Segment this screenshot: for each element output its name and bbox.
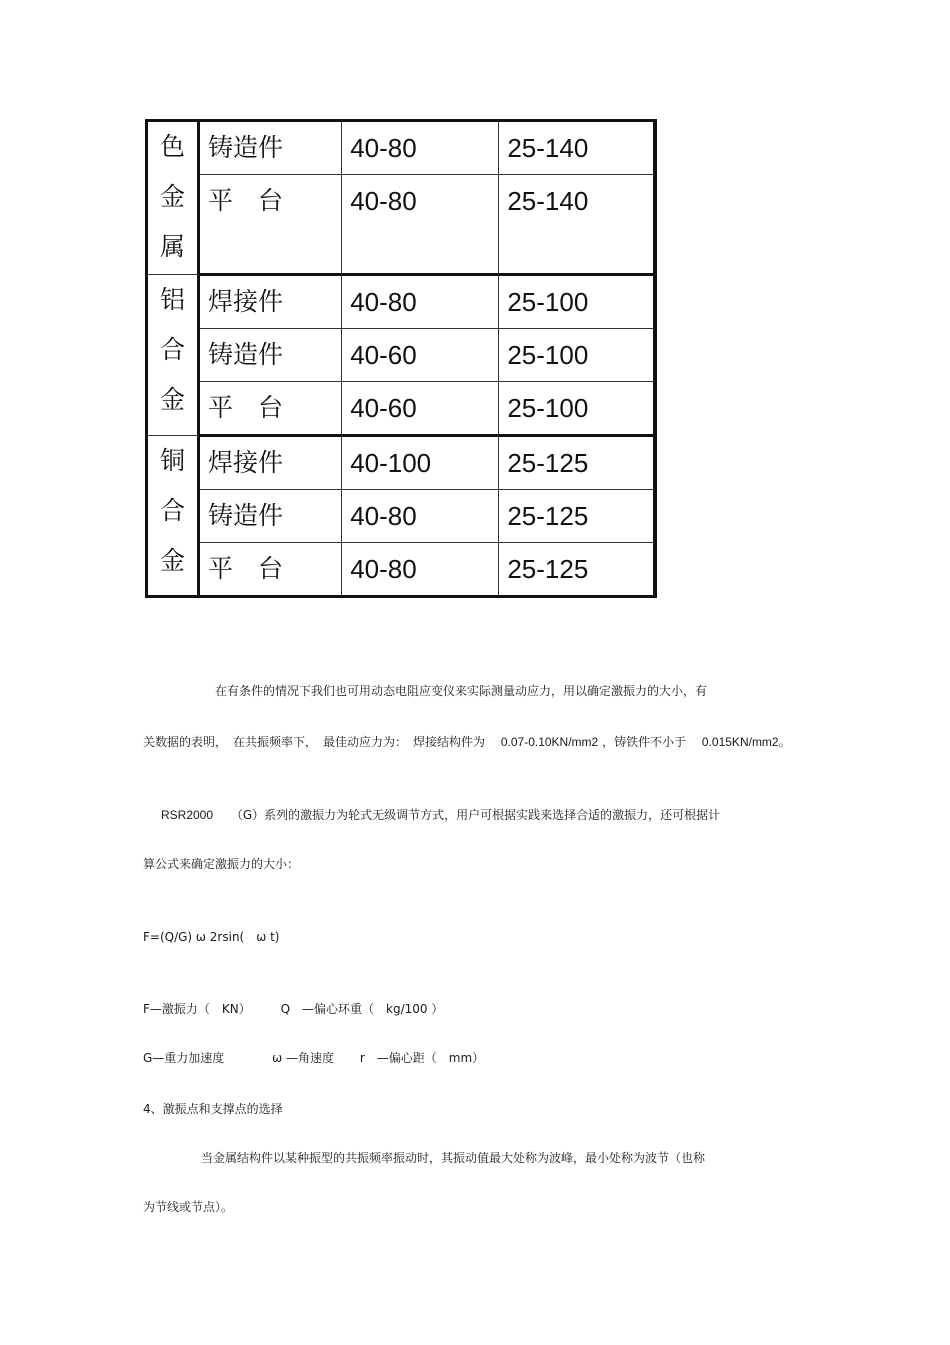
table-row <box>147 121 656 175</box>
definition-line <box>143 1050 484 1066</box>
value-cell: 40-60 <box>342 329 499 382</box>
part-name-cell: 平 台 <box>199 543 342 597</box>
part-name-cell: 焊接件 <box>199 436 342 490</box>
definition-line <box>143 1001 443 1017</box>
definition-omega: ω —角速度 <box>272 1051 335 1065</box>
paragraph-line <box>161 807 720 823</box>
table-row <box>147 436 656 490</box>
part-name-cell: 铸造件 <box>199 329 342 382</box>
value-cell: 25-125 <box>499 436 655 490</box>
stress-value-cast: 0.015KN/mm2。 <box>701 735 791 749</box>
group-label-copper-alloy: 铜 合 金 <box>147 436 199 597</box>
table-row <box>147 543 656 597</box>
part-name-cell: 铸造件 <box>199 121 342 175</box>
value-cell: 25-125 <box>499 490 655 543</box>
value-cell: 25-125 <box>499 543 655 597</box>
paragraph-line: 为节线或节点）。 <box>143 1200 234 1214</box>
value-cell: 25-100 <box>499 382 655 436</box>
paragraph-line: 算公式来确定激振力的大小： <box>143 857 300 871</box>
definition-q: Q —偏心环重（ kg/100 ） <box>280 1002 444 1016</box>
definition-g: G—重力加速度 <box>143 1051 225 1065</box>
table-row <box>147 382 656 436</box>
table-row <box>147 275 656 329</box>
value-cell: 40-60 <box>342 382 499 436</box>
group-label-ferrous: 色 金 属 <box>147 121 199 275</box>
stress-value-welded: 0.07-0.10KN/mm2 <box>500 735 599 749</box>
paragraph-line: 当金属结构件以某种振型的共振频率振动时，其振动值最大处称为波峰，最小处称为波节（也称 <box>201 1151 706 1165</box>
part-name-cell: 平 台 <box>199 175 342 275</box>
value-cell: 40-80 <box>342 175 499 275</box>
section-heading: 4、激振点和支撑点的选择 <box>143 1102 283 1116</box>
group-label-aluminum-alloy: 铝 合 金 <box>147 275 199 436</box>
text-span: 关数据的表明， 在共振频率下， 最佳动应力为： 焊接结构件为 <box>143 735 486 749</box>
value-cell: 25-140 <box>499 175 655 275</box>
table-row <box>147 329 656 382</box>
text-span: （G）系列的激振力为轮式无级调节方式，用户可根据实践来选择合适的激振力，还可根据计 <box>230 808 721 822</box>
text-span: ，铸铁件不小于 <box>602 735 687 749</box>
paragraph-line <box>143 734 791 750</box>
definition-r: r —偏心距（ mm） <box>359 1051 485 1065</box>
value-cell: 25-100 <box>499 275 655 329</box>
formula: F=(Q/G) ω 2rsin( ω t) <box>143 930 280 944</box>
table-row <box>147 490 656 543</box>
part-name-cell: 铸造件 <box>199 490 342 543</box>
value-cell: 40-80 <box>342 543 499 597</box>
paragraph-line: 在有条件的情况下我们也可用动态电阻应变仪来实际测量动应力，用以确定激振力的大小，有 <box>215 684 708 698</box>
value-cell: 40-80 <box>342 490 499 543</box>
part-name-cell: 平 台 <box>199 382 342 436</box>
part-name-cell: 焊接件 <box>199 275 342 329</box>
model-name: RSR2000 <box>161 808 214 822</box>
value-cell: 40-100 <box>342 436 499 490</box>
value-cell: 25-100 <box>499 329 655 382</box>
definition-f: F—激振力（ KN） <box>143 1002 251 1016</box>
excitation-spec-table <box>145 119 657 598</box>
table-row <box>147 175 656 275</box>
value-cell: 25-140 <box>499 121 655 175</box>
value-cell: 40-80 <box>342 121 499 175</box>
value-cell: 40-80 <box>342 275 499 329</box>
